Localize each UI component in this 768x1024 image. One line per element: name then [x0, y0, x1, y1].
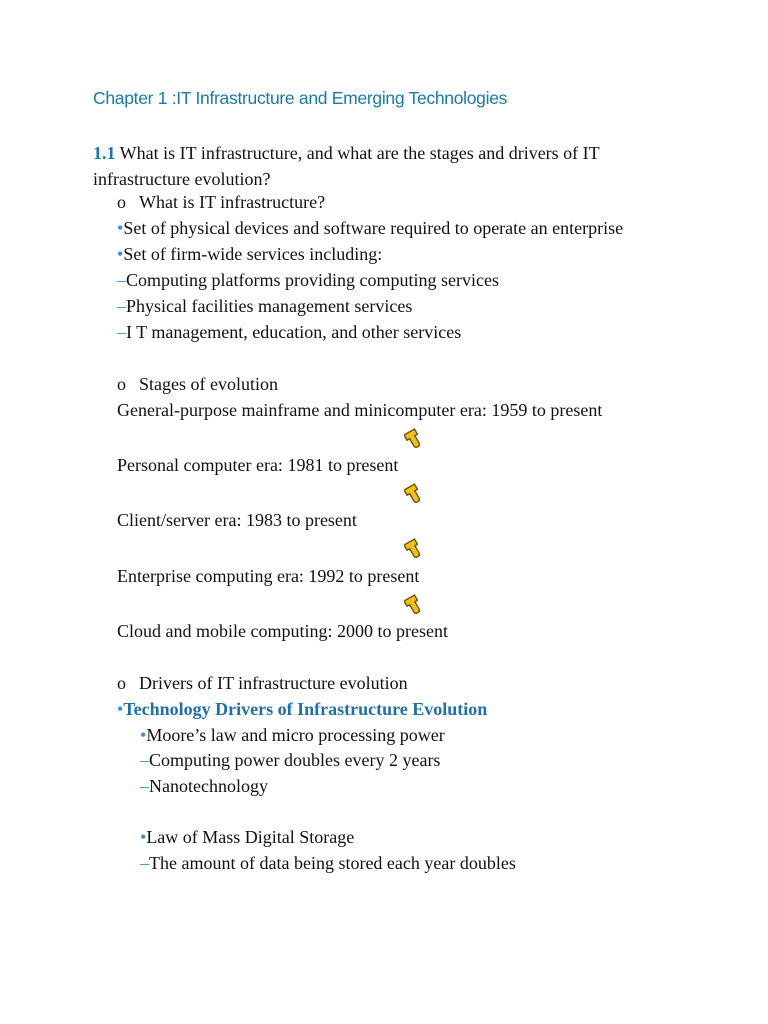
bullet-icon: • — [117, 244, 124, 264]
list-item: –The amount of data being stored each year doubles — [140, 853, 516, 873]
bullet-icon: • — [117, 218, 124, 238]
dash-icon: – — [117, 270, 126, 290]
bullet-icon: • — [140, 827, 147, 847]
question-text-1: What is IT infrastructure, and what are the stages and drivers of IT — [115, 143, 600, 163]
list-item: •Moore’s law and micro processing power — [140, 725, 445, 745]
list-item: •Set of firm-wide services including: — [117, 244, 383, 264]
list-item: –Physical facilities management services — [117, 296, 413, 316]
stage-item: Enterprise computing era: 1992 to present — [117, 566, 420, 586]
chapter-title: Chapter 1 :IT Infrastructure and Emerging Technologies — [93, 88, 508, 108]
section-what-is-it — [117, 192, 325, 213]
list-item: –Nanotechnology — [140, 776, 268, 796]
drivers-subheading: •Technology Drivers of Infrastructure Evolution — [117, 699, 488, 719]
stage-item: Cloud and mobile computing: 2000 to present — [117, 621, 448, 641]
dash-icon: – — [140, 853, 149, 873]
list-item: –I T management, education, and other services — [117, 322, 462, 342]
pointing-hand-down-icon — [404, 537, 426, 559]
question-text-2: infrastructure evolution? — [93, 169, 271, 189]
list-item: •Law of Mass Digital Storage — [140, 827, 355, 847]
pointing-hand-down-icon — [404, 427, 426, 449]
dash-icon: – — [117, 322, 126, 342]
dash-icon: – — [140, 750, 149, 770]
question-line-1 — [93, 140, 600, 166]
list-item: –Computing platforms providing computing services — [117, 270, 499, 290]
bullet-icon: • — [140, 725, 147, 745]
section-stages — [117, 374, 278, 395]
question-number: 1.1 — [93, 143, 116, 163]
section-heading: What is IT infrastructure? — [139, 192, 326, 212]
pointing-hand-down-icon — [404, 593, 426, 615]
pointing-hand-down-icon — [404, 482, 426, 504]
dash-icon: – — [140, 776, 149, 796]
list-marker: o — [117, 192, 126, 212]
section-heading: Stages of evolution — [139, 374, 278, 394]
stage-item: Personal computer era: 1981 to present — [117, 455, 399, 475]
section-drivers — [117, 673, 408, 694]
stage-item: Client/server era: 1983 to present — [117, 510, 357, 530]
list-item: –Computing power doubles every 2 years — [140, 750, 441, 770]
dash-icon: – — [117, 296, 126, 316]
list-marker: o — [117, 673, 126, 693]
section-heading: Drivers of IT infrastructure evolution — [139, 673, 408, 693]
list-item: •Set of physical devices and software required to operate an enterprise — [117, 218, 624, 238]
bullet-icon: • — [117, 699, 124, 719]
stage-item: General-purpose mainframe and minicomputer era: 1959 to present — [117, 400, 603, 420]
list-marker: o — [117, 374, 126, 394]
